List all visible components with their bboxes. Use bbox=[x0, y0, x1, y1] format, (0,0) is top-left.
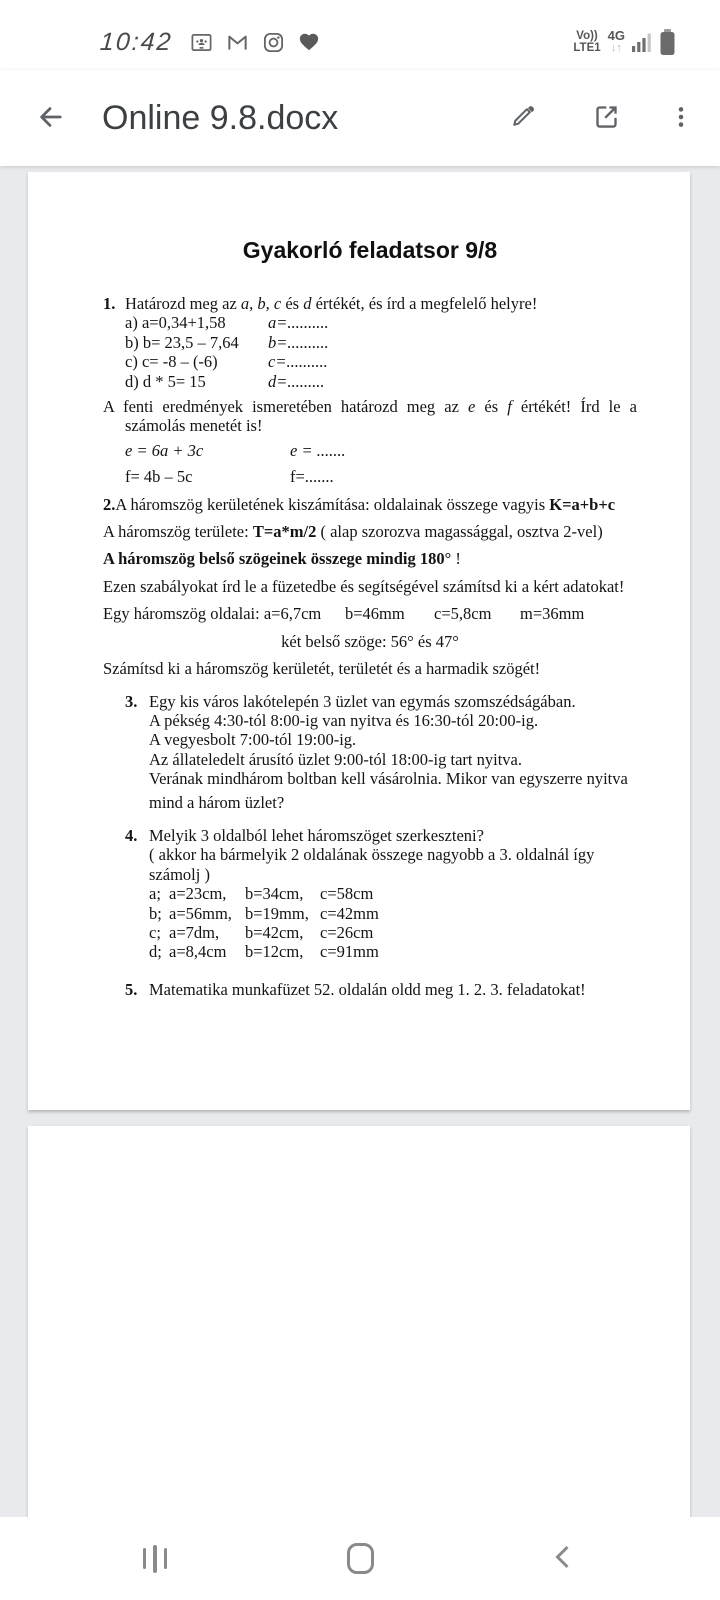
task-line: Az állateledelt árusító üzlet 9:00-tól 18:00-ig tart nyitva. bbox=[149, 749, 522, 769]
page-2 bbox=[28, 1126, 690, 1517]
answer-blank: d=......... bbox=[268, 371, 325, 391]
task-line: mind a három üzlet? bbox=[149, 792, 285, 812]
text-run: K=a+b+c bbox=[549, 494, 616, 514]
equation-row bbox=[125, 333, 637, 352]
recents-icon bbox=[143, 1545, 167, 1573]
text-run: A háromszög kerületének kiszámítása: oldalainak összege vagyis bbox=[115, 494, 550, 514]
task-line: Egy kis város lakótelepén 3 üzlet van egymás szomszédságában. bbox=[149, 691, 576, 711]
text-run: e bbox=[468, 397, 476, 417]
edit-button[interactable] bbox=[498, 94, 546, 142]
data-arrows-icon: ↓↑ bbox=[610, 42, 622, 54]
option-label: c; bbox=[149, 922, 161, 942]
option-label: b; bbox=[149, 903, 162, 923]
task-line: Melyik 3 oldalból lehet háromszöget szerkeszteni? bbox=[149, 825, 484, 845]
nav-back-button[interactable] bbox=[527, 1517, 599, 1600]
side-option-row bbox=[149, 923, 637, 942]
android-navigation-bar bbox=[0, 1517, 720, 1600]
equation: f= 4b – 5c bbox=[125, 467, 193, 487]
gmail-icon bbox=[226, 31, 249, 54]
answer-blank: b=.......... bbox=[268, 332, 329, 352]
network-type-indicator bbox=[608, 30, 625, 54]
side-value: c=58cm bbox=[320, 884, 374, 904]
text-run: A háromszög területe: bbox=[103, 522, 253, 542]
home-button[interactable] bbox=[324, 1517, 396, 1600]
worksheet-title: Gyakorló feladatsor 9/8 bbox=[242, 237, 498, 263]
side-value: c=91mm bbox=[320, 942, 379, 962]
answer-blank: a=.......... bbox=[268, 313, 329, 333]
equation-row bbox=[125, 441, 637, 460]
option-label: d; bbox=[149, 942, 162, 962]
side-option-row bbox=[149, 904, 637, 923]
open-in-new-icon bbox=[593, 103, 620, 133]
list-number: 4. bbox=[125, 825, 138, 845]
list-number: 3. bbox=[125, 691, 138, 711]
clock: 10:42 bbox=[99, 27, 174, 56]
text-run: Határozd meg az bbox=[125, 294, 241, 313]
status-right bbox=[573, 29, 676, 56]
triangle-sides-row bbox=[103, 604, 637, 623]
task-line: számolj ) bbox=[149, 864, 210, 884]
list-number: 1. bbox=[103, 294, 116, 313]
status-bar bbox=[0, 0, 720, 70]
side-value: b=46mm bbox=[345, 604, 405, 624]
text-run: 2. bbox=[103, 494, 116, 514]
triangle-angles-line: két belső szöge: 56° és 47° bbox=[281, 631, 459, 651]
text-run: és bbox=[475, 397, 508, 417]
status-left bbox=[100, 28, 320, 57]
text-run: értékét! Írd le a bbox=[511, 397, 637, 417]
equation: d) d * 5= 15 bbox=[125, 371, 206, 391]
side-value: c=26cm bbox=[320, 922, 374, 942]
task-3-body bbox=[149, 692, 637, 812]
side-option-row bbox=[149, 884, 637, 903]
three-dot-menu-icon bbox=[668, 104, 694, 133]
option-label: a; bbox=[149, 884, 161, 904]
arrow-back-icon bbox=[35, 102, 65, 135]
answer-blank: c=.......... bbox=[268, 352, 328, 372]
side-value: Egy háromszög oldalai: a=6,7cm bbox=[103, 604, 322, 624]
task-line: ( akkor ha bármelyik 2 oldalának összege nagyobb a 3. oldalnál így bbox=[149, 845, 595, 865]
task-line: Matematika munkafüzet 52. oldalán oldd meg 1. 2. 3. feladatokat! bbox=[149, 979, 586, 999]
text-run: d bbox=[303, 294, 312, 313]
side-value: a=7dm, bbox=[169, 922, 220, 942]
equation: a) a=0,34+1,58 bbox=[125, 313, 226, 333]
text-run: ( alap szorozva magassággal, osztva 2-vel) bbox=[316, 522, 603, 542]
equation-row bbox=[125, 352, 637, 371]
rule-angles bbox=[103, 549, 637, 568]
text-run: T=a*m/2 bbox=[252, 522, 317, 542]
more-options-button[interactable] bbox=[657, 94, 705, 142]
side-value: b=42cm, bbox=[245, 922, 304, 942]
side-value: a=56mm, bbox=[169, 903, 232, 923]
task-1-heading bbox=[103, 294, 637, 313]
side-value: m=36mm bbox=[520, 604, 585, 624]
text-run: értékét, és írd a megfelelő helyre! bbox=[311, 294, 538, 313]
side-value: b=12cm, bbox=[245, 942, 304, 962]
app-header bbox=[0, 70, 720, 166]
side-value: b=19mm, bbox=[245, 903, 309, 923]
text-run: ! bbox=[451, 549, 461, 569]
signal-strength-icon bbox=[632, 31, 652, 53]
4g-label: 4G bbox=[607, 28, 625, 43]
equation-row bbox=[125, 372, 637, 391]
volte-indicator bbox=[573, 30, 600, 54]
side-value: c=5,8cm bbox=[434, 604, 492, 624]
side-value: c=42mm bbox=[320, 903, 379, 923]
instruction-compute: Számítsd ki a háromszög kerületét, területét és a harmadik szögét! bbox=[103, 659, 541, 679]
text-run: A háromszög belső szögeinek összege mindig 180° bbox=[103, 549, 452, 569]
task-4 bbox=[125, 826, 637, 962]
equation: c) c= -8 – (-6) bbox=[125, 352, 218, 372]
heart-icon bbox=[298, 31, 320, 53]
equation-row bbox=[125, 313, 637, 332]
task-4-body bbox=[149, 826, 637, 962]
pencil-icon bbox=[509, 103, 536, 133]
text-run: f bbox=[507, 397, 512, 417]
photos-notification-icon bbox=[190, 31, 213, 54]
side-option-row bbox=[149, 942, 637, 961]
side-value: a=23cm, bbox=[169, 884, 227, 904]
rule-area bbox=[103, 522, 637, 541]
lte-label: LTE1 bbox=[573, 42, 601, 54]
rule-perimeter bbox=[103, 495, 637, 514]
task-line: Verának mindhárom boltban kell vásárolnia. Mikor van egyszerre nyitva bbox=[149, 769, 628, 789]
home-icon bbox=[347, 1543, 374, 1574]
task-line: A vegyesbolt 7:00-tól 19:00-ig. bbox=[149, 730, 357, 750]
task-1-followup-line1 bbox=[103, 397, 637, 416]
volte-label: Vo)) bbox=[576, 30, 598, 42]
text-run: a, b, c bbox=[240, 294, 282, 313]
page-1 bbox=[28, 172, 690, 1110]
answer-blank: f=....... bbox=[290, 467, 334, 487]
open-in-button[interactable] bbox=[582, 94, 630, 142]
answer-blank: e = ....... bbox=[290, 440, 346, 460]
task-3 bbox=[125, 692, 637, 812]
back-button[interactable] bbox=[26, 94, 74, 142]
back-chevron-icon bbox=[552, 1543, 574, 1574]
task-5 bbox=[125, 980, 637, 999]
equation: e = 6a + 3c bbox=[125, 440, 204, 460]
document-scroll-area[interactable] bbox=[0, 166, 720, 1517]
equation-row bbox=[125, 467, 637, 486]
equation: b) b= 23,5 – 7,64 bbox=[125, 332, 239, 352]
side-value: b=34cm, bbox=[245, 884, 304, 904]
document-title: Online 9.8.docx bbox=[102, 98, 339, 137]
task-line: A pékség 4:30-tól 8:00-ig van nyitva és 16:30-tól 20:00-ig. bbox=[149, 710, 539, 730]
instagram-icon bbox=[262, 31, 285, 54]
battery-icon bbox=[659, 29, 676, 56]
task-1-followup-line2: számolás menetét is! bbox=[125, 416, 263, 436]
text-run: és bbox=[281, 294, 304, 313]
side-value: a=8,4cm bbox=[169, 942, 227, 962]
list-number: 5. bbox=[125, 979, 138, 999]
recents-button[interactable] bbox=[119, 1517, 191, 1600]
instruction-copy-rules: Ezen szabályokat írd le a füzetedbe és segítségével számítsd ki a kért adatokat! bbox=[103, 576, 625, 596]
text-run: A fenti eredmények ismeretében határozd meg az bbox=[103, 397, 468, 417]
